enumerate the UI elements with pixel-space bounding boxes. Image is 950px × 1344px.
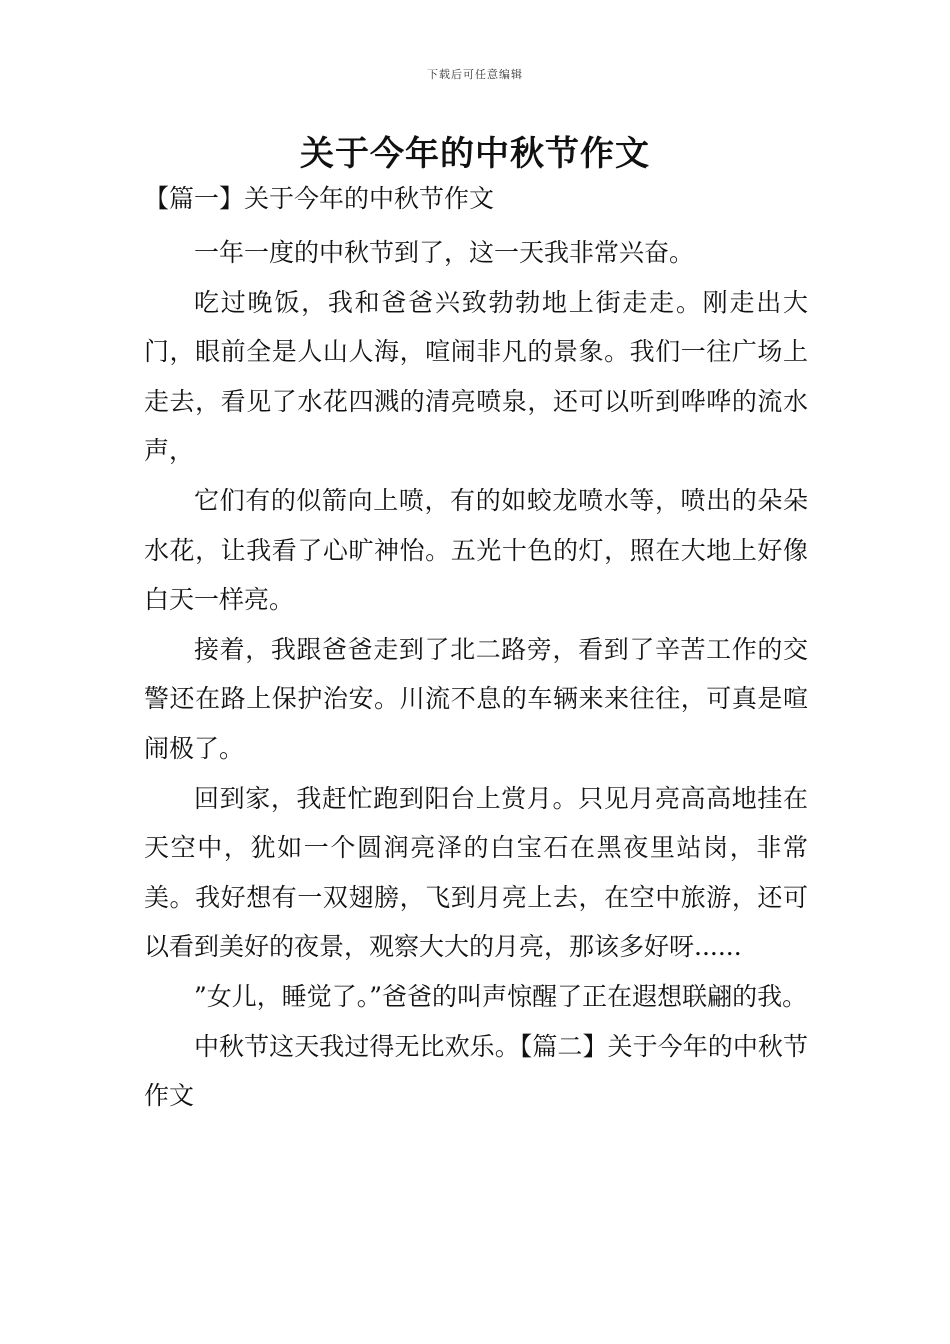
document-title: 关于今年的中秋节作文 [300, 134, 650, 174]
paragraph: 一年一度的中秋节到了，这一天我非常兴奋。 [194, 238, 695, 267]
essay-body [144, 228, 808, 1121]
paragraph: 吃过晚饭，我和爸爸兴致勃勃地上街走走。刚走出大门，眼前全是人山人海，喧闹非凡的景象。我们一往广场上走去，看见了水花四溅的清亮喷泉，还可以听到哗哗的流水声， [144, 287, 808, 466]
paragraph: ”女儿，睡觉了。”爸爸的叫声惊醒了正在遐想联翩的我。 [194, 981, 808, 1011]
paragraph: 回到家，我赶忙跑到阳台上赏月。只见月亮高高地挂在天空中，犹如一个圆润亮泽的白宝石在黑夜里站岗，非常美。我好想有一双翅膀，飞到月亮上去，在空中旅游，还可以看到美好的夜景，观察大大的月亮，那该多好呀...... [144, 783, 808, 962]
page-header-note: 下载后可任意编辑 [427, 68, 523, 81]
paragraph: 接着，我跟爸爸走到了北二路旁，看到了辛苦工作的交警还在路上保护治安。川流不息的车辆来来往往，可真是喧闹极了。 [144, 634, 808, 763]
paragraph: 中秋节这天我过得无比欢乐。【篇二】关于今年的中秋节作文 [144, 1031, 808, 1111]
paragraph: 它们有的似箭向上喷，有的如蛟龙喷水等，喷出的朵朵水花，让我看了心旷神怡。五光十色的灯，照在大地上好像白天一样亮。 [144, 485, 808, 615]
section-heading: 【篇一】关于今年的中秋节作文 [144, 184, 495, 213]
